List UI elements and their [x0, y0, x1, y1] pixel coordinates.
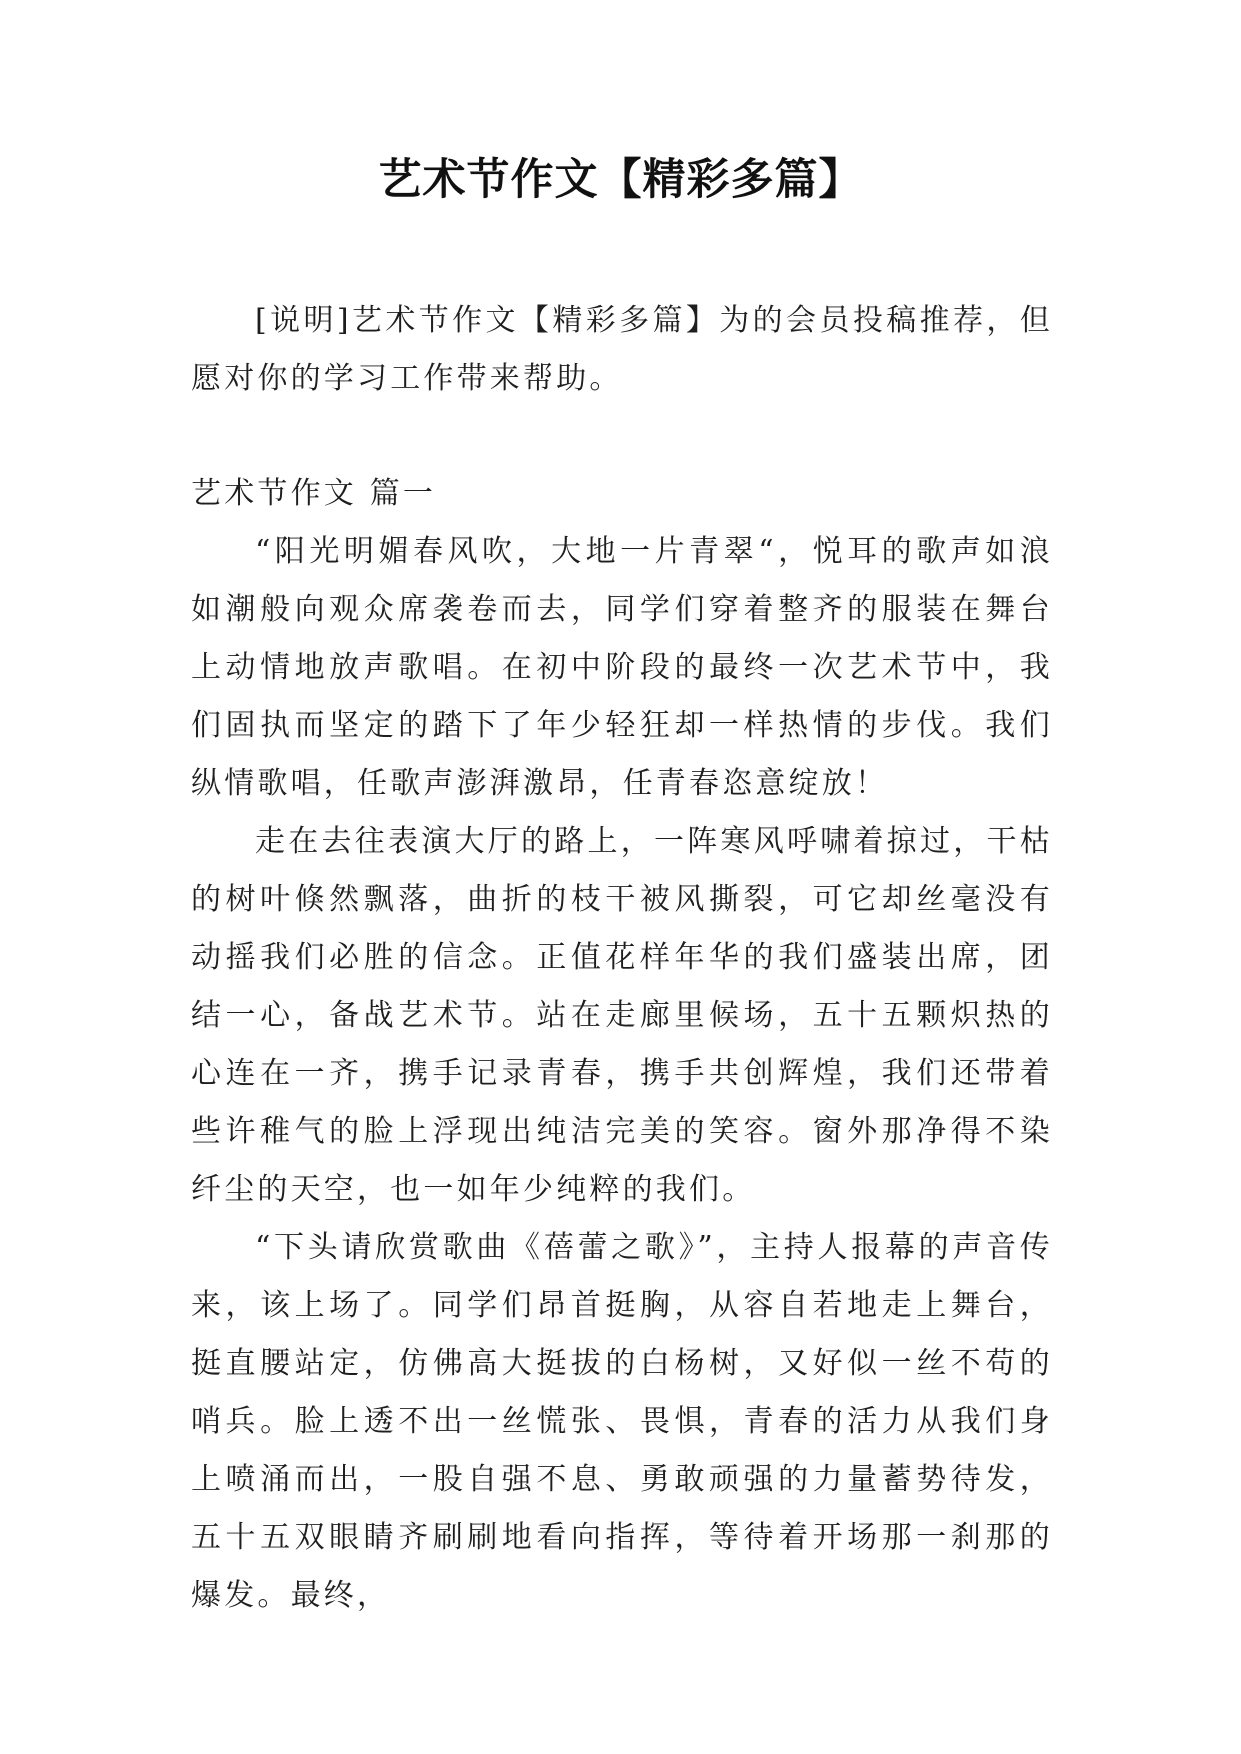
paragraph: “阳光明媚春风吹，大地一片青翠“，悦耳的歌声如浪如潮般向观众席袭卷而去，同学们穿着整齐的服装在舞台上动情地放声歌唱。在初中阶段的最终一次艺术节中，我们固执而坚定的踏下了年少轻狂却一样热情的步伐。我们纵情歌唱，任歌声澎湃激昂，任青春恣意绽放！ — [191, 534, 1053, 801]
paragraph: “下头请欣赏歌曲《蓓蕾之歌》”，主持人报幕的声音传来，该上场了。同学们昂首挺胸，从容自若地走上舞台，挺直腰站定，仿佛高大挺拔的白杨树，又好似一丝不苟的哨兵。脸上透不出一丝慌张、畏惧，青春的活力从我们身上喷涌而出，一股自强不息、勇敢顽强的力量蓄势待发，五十五双眼睛齐刷刷地看向指挥，等待着开场那一刹那的爆发。最终， — [191, 1230, 1053, 1613]
intro-paragraph: [说明]艺术节作文【精彩多篇】为的会员投稿推荐，但愿对你的学习工作带来帮助。 — [191, 303, 1053, 396]
paragraph: 走在去往表演大厅的路上，一阵寒风呼啸着掠过，干枯的树叶倏然飘落，曲折的枝干被风撕裂，可它却丝毫没有动摇我们必胜的信念。正值花样年华的我们盛装出席，团结一心，备战艺术节。站在走廊里候场，五十五颗炽热的心连在一齐，携手记录青春，携手共创辉煌，我们还带着些许稚气的脸上浮现出纯洁完美的笑容。窗外那净得不染纤尘的天空，也一如年少纯粹的我们。 — [191, 824, 1053, 1207]
document-title: 艺术节作文【精彩多篇】 — [378, 155, 863, 205]
article-body — [191, 523, 1053, 1613]
section-heading: 艺术节作文 篇一 — [191, 476, 437, 511]
